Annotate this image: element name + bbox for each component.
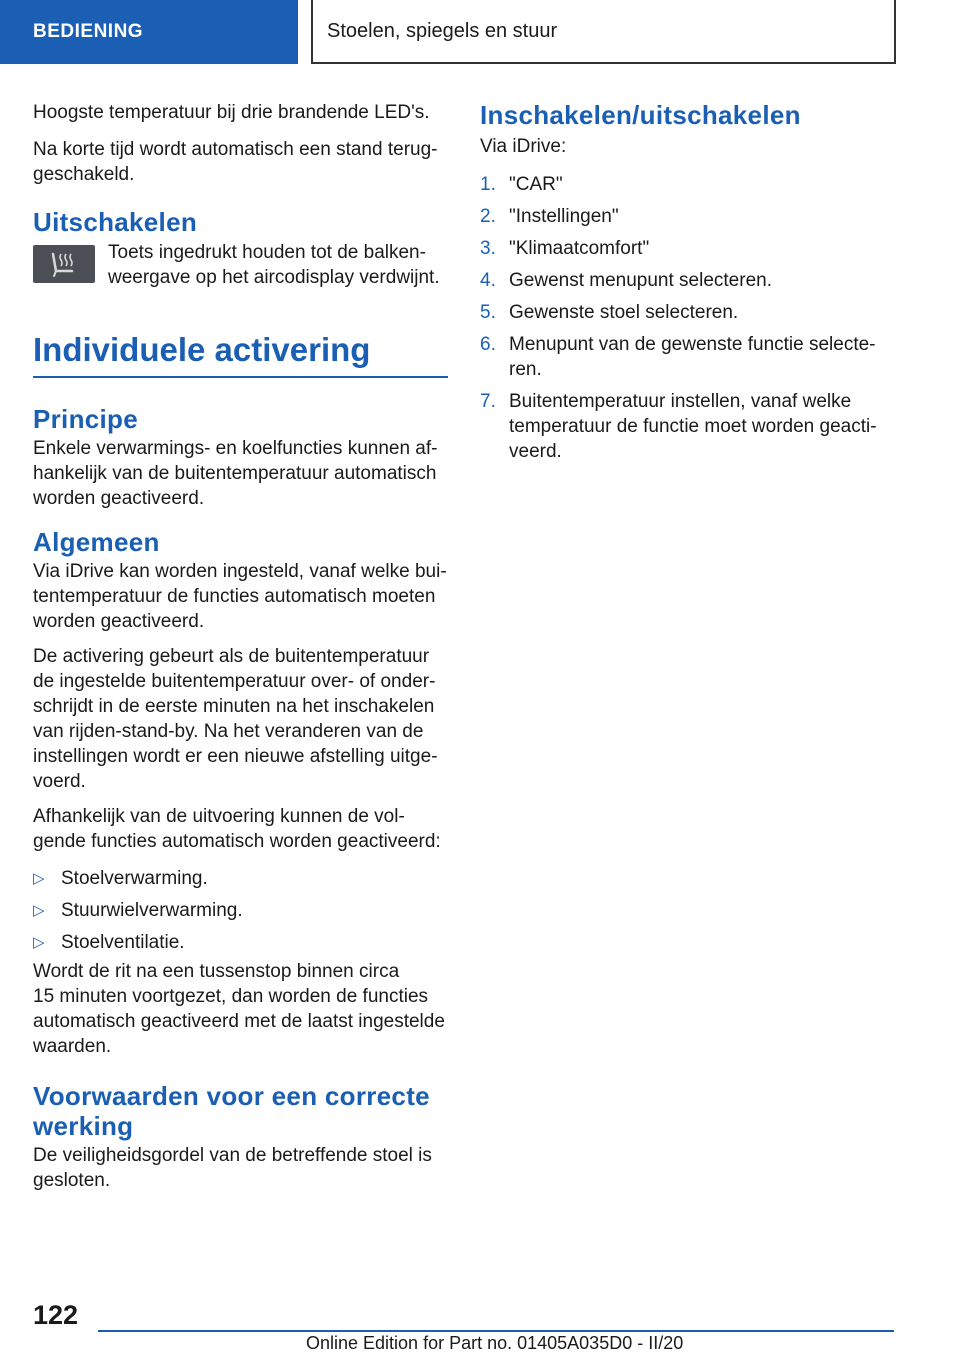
step-text: Gewenste stoel selecteren. bbox=[509, 302, 739, 323]
intro-text: Via iDrive: bbox=[480, 136, 567, 157]
step-text: "Klimaatcomfort" bbox=[509, 238, 650, 259]
step-number: 7. bbox=[480, 391, 496, 412]
step-number: 4. bbox=[480, 270, 496, 291]
step-text: "Instellingen" bbox=[509, 206, 619, 227]
paragraph: Na korte tijd wordt automatisch een stand terug- geschakeld. bbox=[33, 139, 438, 185]
list-item bbox=[480, 268, 890, 293]
heading-uitschakelen: Uitschakelen bbox=[33, 207, 198, 237]
list-item bbox=[480, 332, 890, 382]
chapter-header bbox=[311, 0, 896, 64]
page-number: 122 bbox=[33, 1300, 79, 1330]
step-number: 5. bbox=[480, 302, 496, 323]
list-item bbox=[480, 204, 890, 229]
paragraph: Via iDrive kan worden ingesteld, vanaf welke bui- tentemperatuur de functies automatisch moeten worden geactiveerd. bbox=[33, 561, 447, 632]
paragraph: Hoogste temperatuur bij drie brandende LED's. bbox=[33, 102, 430, 123]
left-column bbox=[33, 100, 448, 1203]
voorwaarden-text: De veiligheidsgordel van de betreffende stoel is gesloten. bbox=[33, 1145, 432, 1191]
edition-text: Online Edition for Part no. 01405A035D0 - II/20 bbox=[306, 1333, 684, 1353]
heading-algemeen: Algemeen bbox=[33, 527, 160, 557]
step-text: Buitentemperatuur instellen, vanaf welke temperatuur de functie moet worden geacti- veerd. bbox=[509, 391, 877, 462]
list-item bbox=[33, 898, 448, 923]
list-item-text: Stoelverwarming. bbox=[61, 868, 208, 889]
list-item bbox=[480, 389, 890, 464]
seat-heating-icon bbox=[33, 245, 95, 283]
section-divider bbox=[33, 376, 448, 378]
section-tab bbox=[0, 0, 298, 64]
step-number: 2. bbox=[480, 206, 496, 227]
step-text: Menupunt van de gewenste functie selecte- ren. bbox=[509, 334, 876, 380]
triangle-bullet-icon: ▷ bbox=[33, 870, 45, 887]
paragraph: Afhankelijk van de uitvoering kunnen de vol- gende functies automatisch worden geactiveerd: bbox=[33, 806, 441, 852]
step-number: 1. bbox=[480, 174, 496, 195]
paragraph: De activering gebeurt als de buitentemperatuur de ingestelde buitentemperatuur over- of onder- schrijdt in de eerste minuten na het inschakelen van rijden-stand-by. Na het veranderen van de instellingen wordt er een nieuwe afstelling uitge- voerd. bbox=[33, 646, 438, 792]
steps-list bbox=[480, 172, 890, 464]
section-label: BEDIENING bbox=[33, 21, 144, 42]
paragraph: Wordt de rit na een tussenstop binnen circa 15 minuten voortgezet, dan worden de functies automatisch geactiveerd met de laatst ingestelde waarden. bbox=[33, 961, 445, 1057]
step-number: 6. bbox=[480, 334, 496, 355]
list-item-text: Stoelventilatie. bbox=[61, 932, 185, 953]
list-item-text: Stuurwielverwarming. bbox=[61, 900, 243, 921]
step-text: Gewenst menupunt selecteren. bbox=[509, 270, 772, 291]
heading-individuele-activering: Individuele activering bbox=[33, 331, 371, 368]
step-number: 3. bbox=[480, 238, 496, 259]
list-item bbox=[480, 236, 890, 261]
chapter-title: Stoelen, spiegels en stuur bbox=[327, 19, 558, 42]
list-item bbox=[33, 866, 448, 891]
uitschakelen-text: Toets ingedrukt houden tot de balken- weergave op het aircodisplay verdwijnt. bbox=[108, 242, 440, 288]
list-item bbox=[33, 930, 448, 955]
list-item bbox=[480, 300, 890, 325]
triangle-bullet-icon: ▷ bbox=[33, 934, 45, 951]
uitschakelen-row bbox=[33, 243, 448, 290]
heading-voorwaarden: Voorwaarden voor een correcte werking bbox=[33, 1081, 430, 1141]
heading-principe: Principe bbox=[33, 404, 138, 434]
triangle-bullet-icon: ▷ bbox=[33, 902, 45, 919]
footer-divider bbox=[98, 1330, 894, 1332]
heading-inschakelen-uitschakelen: Inschakelen/uitschakelen bbox=[480, 100, 801, 130]
principe-text: Enkele verwarmings- en koelfuncties kunnen af- hankelijk van de buitentemperatuur automatisch worden geactiveerd. bbox=[33, 438, 438, 509]
right-column bbox=[480, 100, 890, 471]
list-item bbox=[480, 172, 890, 197]
step-text: "CAR" bbox=[509, 174, 563, 195]
